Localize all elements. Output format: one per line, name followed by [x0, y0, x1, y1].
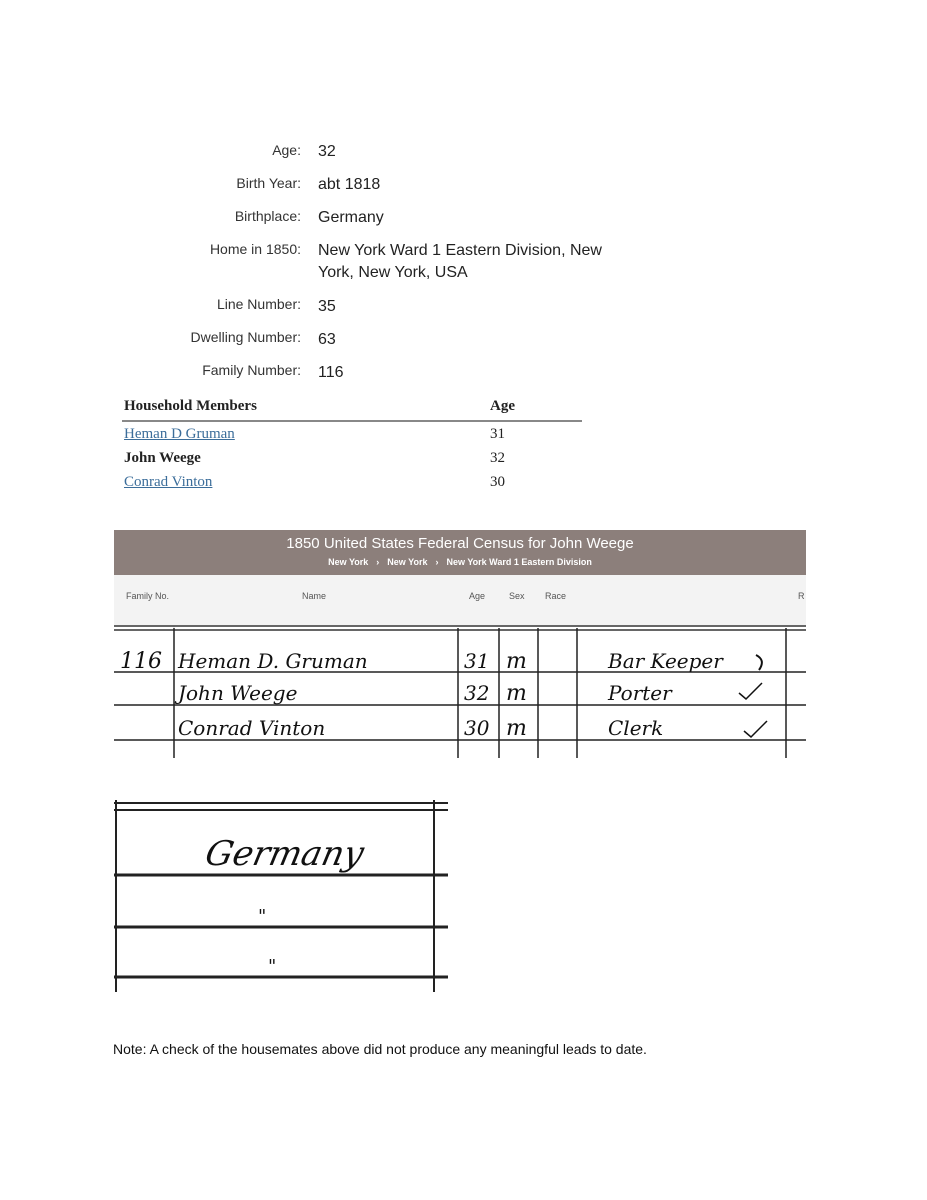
- fact-value-age: 32: [318, 143, 336, 160]
- hw-family-116: 116: [120, 649, 162, 674]
- hw-name-conrad: Conrad Vinton: [178, 716, 326, 740]
- fact-label-age: Age:: [272, 142, 301, 158]
- ditto-mark: ": [268, 956, 277, 977]
- fact-label-dwelling-number: Dwelling Number:: [190, 329, 301, 345]
- household-row: [122, 446, 582, 470]
- birthplace-handwritten: Germany: [201, 834, 368, 874]
- member-name-john: John Weege: [124, 450, 201, 466]
- household-header-name: Household Members: [124, 398, 257, 414]
- col-race: Race: [545, 591, 567, 601]
- hw-occupation: Porter: [608, 681, 672, 705]
- ditto-mark: ": [258, 906, 267, 927]
- col-name: Name: [302, 591, 327, 601]
- fact-label-birth-year: Birth Year:: [236, 175, 301, 191]
- fact-label-birthplace: Birthplace:: [234, 208, 301, 224]
- household-header: [122, 396, 582, 422]
- col-age: Age: [469, 591, 486, 601]
- hw-age: 32: [464, 681, 490, 705]
- research-note: Note: A check of the housemates above did not produce any meaningful leads to date.: [113, 1041, 647, 1057]
- fact-label-home: Home in 1850:: [209, 241, 301, 257]
- hw-age: 31: [464, 649, 490, 673]
- member-link-conrad[interactable]: Conrad Vinton: [124, 474, 213, 490]
- breadcrumb-ward[interactable]: New York Ward 1 Eastern Division: [446, 557, 592, 567]
- fact-value-family-number: 116: [318, 364, 344, 381]
- hw-age: 30: [464, 716, 490, 740]
- col-r: R: [798, 591, 805, 601]
- hw-occupation: Bar Keeper: [608, 649, 723, 673]
- member-age: 32: [490, 450, 505, 466]
- hw-occupation: Clerk: [608, 716, 664, 740]
- fact-label-family-number: Family Number:: [202, 362, 301, 378]
- hw-name-heman: Heman D. Gruman: [178, 649, 368, 673]
- breadcrumb-state[interactable]: New York: [328, 557, 369, 567]
- breadcrumb-county[interactable]: New York: [387, 557, 428, 567]
- chevron-right-icon: ›: [435, 557, 439, 567]
- check-mark: [756, 655, 762, 670]
- census-record-image: [114, 530, 806, 758]
- fact-value-birthplace: Germany: [318, 209, 384, 226]
- hw-sex: m: [506, 649, 527, 674]
- fact-value-line-number: 35: [318, 298, 336, 315]
- fact-value-birth-year: abt 1818: [318, 176, 381, 193]
- birthplace-scan-lines: [114, 800, 450, 995]
- chevron-right-icon: ›: [376, 557, 380, 567]
- fact-label-line-number: Line Number:: [216, 296, 301, 312]
- member-link-heman[interactable]: Heman D Gruman: [124, 426, 235, 442]
- hw-name-john: John Weege: [178, 681, 298, 705]
- household-header-age: Age: [490, 398, 515, 414]
- census-handwriting-scan: [114, 530, 806, 758]
- household-row: [122, 422, 582, 446]
- member-age: 30: [490, 474, 505, 490]
- hw-sex: m: [506, 716, 527, 741]
- check-mark: [744, 721, 767, 737]
- col-family-no: Family No.: [126, 591, 170, 601]
- check-mark: [739, 683, 762, 699]
- household-table: [122, 396, 582, 494]
- hw-sex: m: [506, 681, 527, 706]
- fact-value-dwelling-number: 63: [318, 331, 336, 348]
- col-sex: Sex: [509, 591, 525, 601]
- census-title: 1850 United States Federal Census for John Weege: [286, 535, 634, 552]
- household-row: [122, 470, 582, 494]
- fact-value-home: New York Ward 1 Eastern Division, New York, New York, USA: [318, 242, 602, 281]
- birthplace-image: [114, 800, 450, 995]
- member-age: 31: [490, 426, 505, 442]
